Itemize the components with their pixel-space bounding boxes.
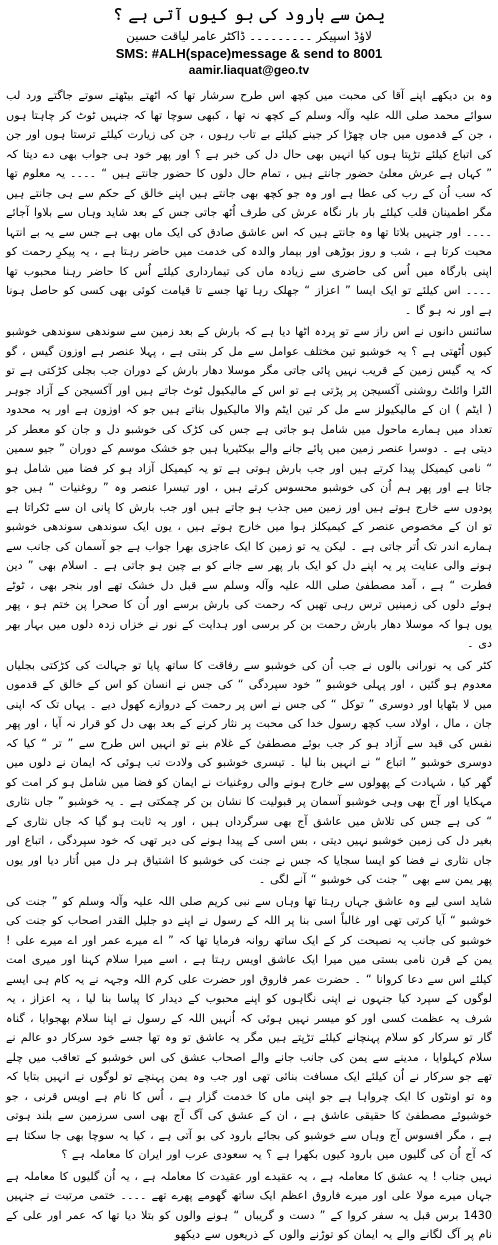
article-byline: لاؤڈ اسپیکر ۔۔۔۔۔۔۔۔۔ ڈاکٹر عامر لیاقت حسین <box>126 29 372 43</box>
article-paragraph: سائنس دانوں نے اس راز سے تو پردہ اٹھا دیا ہے کہ بارش کے بعد زمین سے سوندھی سوندھی خوشبو کیوں اُٹھتی ہے ؟ یہ خوشبو تین مختلف عوامل سے مل کر بنتی ہے ، پہلا عنصر ہے اوزون گیس ، گو کہ یہ گیس زمین کے قریب نہیں پائی جاتی مگر موسلا دھار بارش کے دوران جب بجلی کڑکتی ہے تو الٹرا وائلٹ روشنی آکسیجن پر پڑتی ہے تو اس کے مالیکیول ٹوٹ جاتے ہیں اور آکسیجن کے آزاد جوہر ( ایٹم ) ان کے مالیکیولز سے مل کر تین ایٹم والا مالیکیول بناتے ہیں جو کہ اوزون ہے اور یہ محدود تعداد میں ہمارے ماحول میں شامل ہو جاتی ہے جس کی کڑک کی خوشبو دل و جان کو معطر کر دیتی ہے ۔ دوسرا عنصر زمین میں پائے جانے والے بیکٹیریا ہیں جو خشک موسم کے دوران ” جیو سمین “ نامی کیمیکل پیدا کرتے ہیں اور جب بارش ہوتی ہے تو یہ کیمیکل آزاد ہو کر فضا میں شامل ہو جاتا ہے اور پھر ہم اُن کی خوشبو محسوس کرتے ہیں ، اور تیسرا عنصر وہ ” روغنیات “ ہیں جو پودوں سے خارج ہوتے ہیں اور زمین میں جذب ہو جاتے ہیں اور جب بارش کا پانی ان سے ٹکراتا ہے تو ان کے مخصوص عنصر کے کیمیکلز ہوا میں خارج ہوتے ہیں ، یوں ایک سوندھی سوندھی خوشبو ہمارے اندر تک اُتر جاتی ہے ۔ لیکن یہ تو زمین کا ایک عاجزی بھرا جواب ہے جو آسمان کی جانب سے ہونے والی عنایت پر یہ اپنے دل کو ایک بار پھر سے جانے کو بے چین ہو جاتی ہے ۔ اسلام بھی ” دین فطرت “ ہے ، آمد مصطفیٰ صلی اللہ علیہ وآلہ وسلم سے قبل دل خشک تھے اور بنجر بھی ، ٹوٹے ہوئے دلوں کی زمینیں ترس رہی تھیں کہ رحمت کی بارش برسے اور اُن کا صحرا پن ختم ہو ، پھر یوں ہوا کہ موسلا دھار بارش رحمت بن کر برسی اور ہدایت کے نور نے خزاں زدہ دلوں میں بہار بھر دی ۔ <box>6 325 492 650</box>
article-title: یمن سے بارود کی بو کیوں آتی ہے ؟ <box>112 5 386 25</box>
article-paragraph: نہیں جناب ! یہ عشق کا معاملہ ہے ، یہ عقیدے اور عقیدت کا معاملہ ہے ، یہ اُن گلیوں کا معاملہ ہے جہاں میرے مولا علی اور میرے فاروق اعظم ایک ساتھ گھومے پھرے تھے ۔۔۔۔ ختمی مرتبت نے جنہیں 1430 برس قبل یہ سفر کروا کے ” دست و گریباں “ ہونے والوں کو بتلا دیا تھا کہ عمر اور علی کے نام پر آگ لگانے والے یہ ایمان کو توڑنے والوں کے ذریعوں سے دیکھو <box>6 1169 492 1241</box>
author-email: aamir.liaquat@geo.tv <box>188 63 310 77</box>
article-paragraph: شاید اسی لیے وہ عاشق جہاں رہتا تھا وہاں سے نبی کریم صلی اللہ علیہ وآلہ وسلم کو ” جنت کی خوشبو “ آیا کرتی تھی اور غالباً اسی بنا پر اللہ کے رسول نے اپنے دو جلیل القدر اصحاب کو جنت کی خوشبو کی جانب یہ نصیحت کر کے ایک ساتھ روانہ فرمایا تھا کہ ” اے میرے عمر اور اے میرے علی ! یمن کے قرن نامی بستی میں میرا ایک عاشق اویس رہتا ہے ، اسے میرا سلام کہنا اور میری امت کیلئے اس سے دعا کروانا “ ۔ حضرت عمر فاروق اور حضرت علی کرم اللہ وجہہ نے یہ کام ہی ایسے لوگوں کے سپرد کیا جنہوں نے اپنی نگاہوں کو اپنے محبوب کے دیدار کا پیاسا بنا لیا ، یہ اعزاز ، یہ شرف یہ عظمت کسی اور کو میسر نہیں ہوئی کہ اُنہیں اللہ کے رسول نے اپنا سلام بھجوایا ، گناہ گار تو سرکار کو سلام پہنچانے کیلئے تڑپتے ہیں مگر یہ عاشق تو وہ تھا جسے خود سرکار دو عالم نے سلام کہلوایا ، مدینے سے یمن کی جانب جانے والے اصحاب عشق کی اس خوشبو کے تعاقب میں چلے تھے جو سرکار نے اُن کیلئے ایک مسافت بنائی تھی اور جب وہ یمن پہنچے تو لوگوں نے انہیں بتایا کہ وہ تو اونٹوں کا ایک چرواہا ہے جو اپنی ماں کا خدمت گزار ہے ، اُس کا نام ہے اویس قرنی ، جو خوشبوئے مصطفیٰ کا حقیقی عاشق ہے ، ان کے عشق کی آگ آج بھی اسی سرزمین سے بلند ہوتی ہے ، مگر افسوس آج وہاں سے خوشبو کی بجائے بارود کی بو آتی ہے ، کیا یہ سوچا بھی جا سکتا ہے کہ آج اُن کی گلیوں میں بارود کیوں بکھرا ہے ؟ یہ سعودی عرب اور ایران کا معاملہ ہے ؟ <box>6 894 492 1161</box>
article-paragraph: کٹر کی یہ نورانی بالوں نے جب اُن کی خوشبو سے رفاقت کا ساتھ پایا تو جہالت کی کڑکتی بجلیاں معدوم ہو گئیں ، اور پہلی خوشبو ” خود سپردگی “ کی جس نے انسان کو اس کے خالق کے قدموں میں لا بٹھایا اور دوسری ” توکل “ کی جس نے اس پر رحمت کے دروازے کھول دیے ۔ یہاں تک کہ اپنی جان ، مال ، اولاد سب کچھ رسول خدا کی محبت پر نثار کرنے کے بعد بھی دل کو قرار نہ آیا ، اور پھر نفس کی قید سے آزاد ہو کر جب بوئے مصطفیٰ کے غلام بنے تو انہیں اس طرح سے ” تر “ کیا کہ دوسری خوشبو ” اتباع “ نے انہیں بنا لیا ۔ تیسری خوشبو کی ولادت تب ہوئی کہ ایمان نے دلوں میں گھر کیا ، شہادت کے پھولوں سے خارج ہونے والی روغنیات نے ایمان کو فضا میں شامل ہو کر امت کو مہکایا اور آج بھی وہی خوشبو آسمان پر قبولیت کا نشان بن کر چمکتی ہے ۔ یہ خوشبو ” جاں نثاری “ کی ہے جس کی تلاش میں عاشق آج بھی سرگرداں ہیں ، اور یہ ثابت ہو گیا کہ جاں نثاری کے بغیر دل کی زمین خوشبو نہیں دیتی ، بس اسی کے پیدا ہونے کی دیر تھی کہ خود سپردگی ، اتباع اور جاں نثاری نے فضا کو ایسا سجایا کہ جس نے جنت کی خوشبو کا اشتیاق ہر دل میں اُتار دیا اور یوں پھر یمن سے بھی ” جنت کی خوشبو “ آنے لگی ۔ <box>6 658 492 886</box>
sms-instruction: SMS: #ALH(space)message & send to 8001 <box>115 46 383 61</box>
article-body <box>6 86 492 1241</box>
article-paragraph: وہ بن دیکھے اپنے آقا کی محبت میں کچھ اس طرح سرشار تھا کہ اٹھتے بیٹھتے سوتے جاگتے ورد لب سوائے محمد صلی اللہ علیہ وآلہ وسلم کے کچھ نہ تھا ، کبھی سوچا تھا کہ جنہیں ٹوٹ کر چاہتا ہوں ، جن کے قدموں میں جاں چھڑا کر جینے کیلئے بے تاب رہوں ، جن کی زیارت کیلئے ترستا ہوں اور جن کی اتباع کیلئے تڑپتا ہوں کیا انہیں بھی حال دل کی خبر ہے ؟ اور پھر خود ہی جواب بھی دے دیتا کہ ” کہاں ہے عرش معلیٰ حضور جانتے ہیں ، تمام حال دلوں کا حضور جانتے ہیں “ ۔۔۔۔ یہ معلوم تھا کہ سب اُن کے رب کی عطا ہے اور وہ جو کچھ بھی جانتے ہیں اپنے خالق کے حکم سے ہی جانتے ہیں مگر اطمینان قلب کیلئے بار بار نگاہ عرش کی طرف اُٹھ جاتی جس کے بعد شاید وہاں سے بلاوا آجائے ۔۔۔۔ اور جنہیں بلاتا تھا وہ جانتے ہیں کہ اس عاشق صادق کی ایک ماں بھی ہے جس سے یہ بے انتہا محبت کرتا ہے ، شب و روز بوڑھی اور بیمار والدہ کی خدمت میں حاضر رہتا ہے ، یہ پیکرِ رحمت کو اپنی بارگاہ میں اُس کی حاضری سے زیادہ ماں کی تیمارداری کیلئے اُس کا حاضر رہنا محبوب تھا ۔۔۔۔ اس کیلئے تو ایک ایسا ” اعزاز “ جھلک رہا تھا جسے تا قیامت کوئی بھی کسی کو حاصل ہونا ہے اور نہ ہو گا ۔ <box>6 89 492 317</box>
